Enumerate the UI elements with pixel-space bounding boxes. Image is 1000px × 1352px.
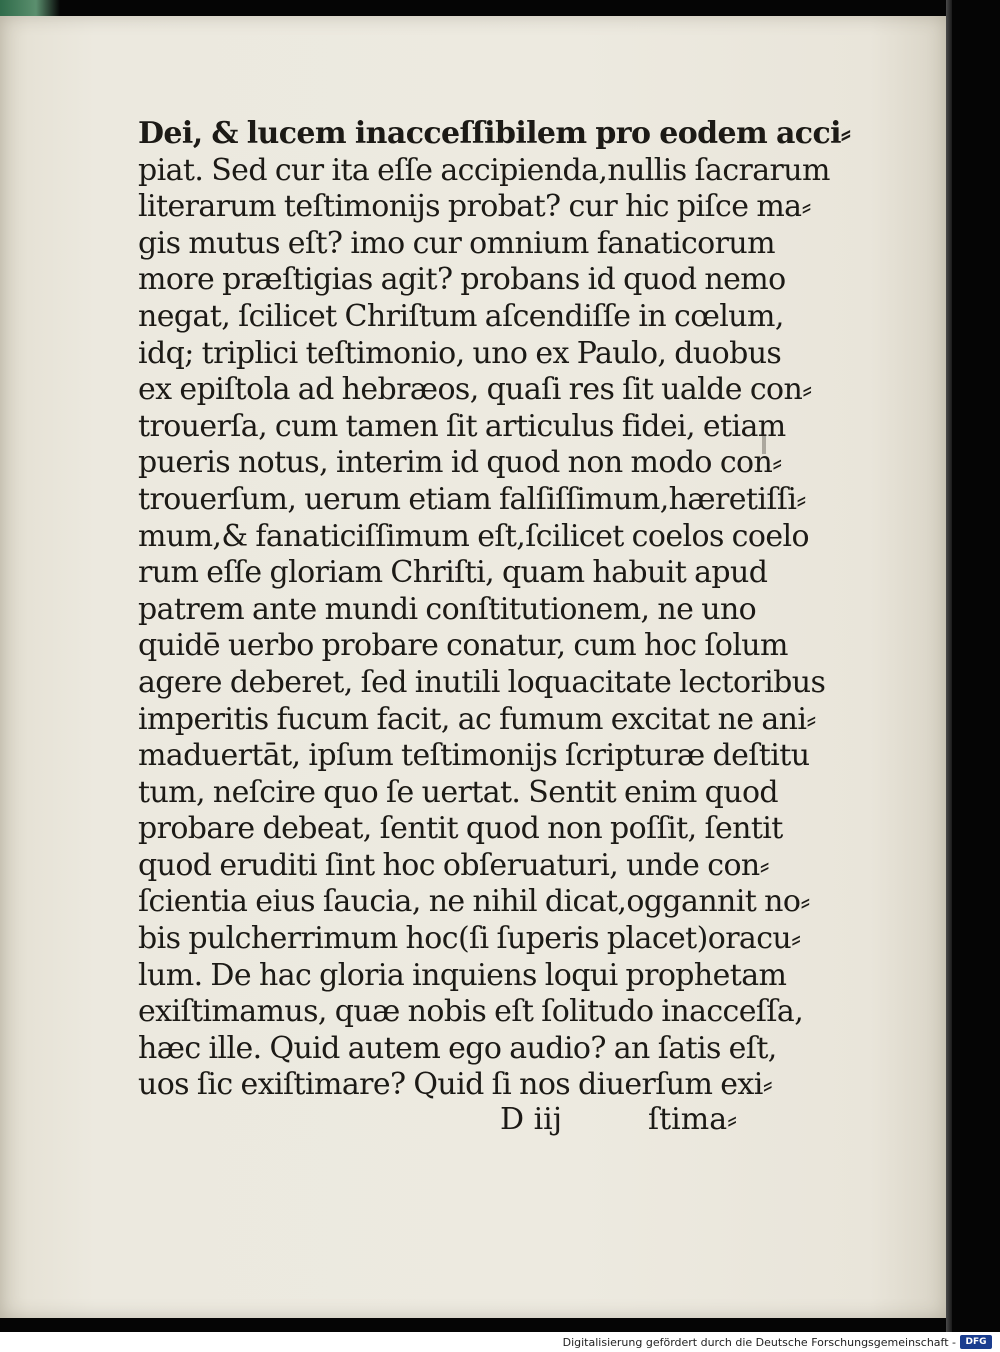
text-line: exiſtimamus, quæ nobis eſt ſolitudo inacceſſa, <box>138 994 804 1030</box>
text-line: rum eſſe gloriam Chriſti, quam habuit apud <box>138 555 768 591</box>
body-text <box>138 116 851 1104</box>
text-line: mum,& fanaticiſſimum eſt,ſcilicet coelos coelo <box>138 518 809 554</box>
text-line: literarum teſtimonijs probat? cur hic piſce ma⸗ <box>138 189 811 225</box>
text-line: ſcientia eius ſaucia, ne nihil dicat,oggannit no⸗ <box>138 884 810 920</box>
text-line: piat. Sed cur ita eſſe accipienda,nullis ſacrarum <box>138 152 830 188</box>
text-line: pueris notus, interim id quod non modo con⸗ <box>138 445 782 481</box>
text-line: trouerſa, cum tamen ſit articulus fidei, etiam <box>138 408 786 444</box>
text-line: gis mutus eſt? imo cur omnium fanaticorum <box>138 225 775 261</box>
text-line: agere deberet, ſed inutili loquacitate lectoribus <box>138 664 826 700</box>
margin-mark <box>762 434 766 454</box>
catchword: ſtima⸗ <box>648 1102 738 1137</box>
text-line: ex epiſtola ad hebræos, quaſi res ſit ualde con⸗ <box>138 372 812 408</box>
text-line: trouerſum, uerum etiam falſiſſimum,hæretiſſi⸗ <box>138 481 806 517</box>
digitization-footer <box>0 1332 1000 1352</box>
text-line: more præſtigias agit? probans id quod nemo <box>138 262 786 298</box>
text-line: patrem ante mundi conſtitutionem, ne uno <box>138 591 757 627</box>
text-line: quod eruditi ſint hoc obſeruaturi, unde con⸗ <box>138 847 770 883</box>
page-footer-marks <box>500 1102 750 1142</box>
text-line: lum. De hac gloria inquiens loqui prophetam <box>138 957 787 993</box>
footer-credit: Digitalisierung gefördert durch die Deutsche Forschungsgemeinschaft - <box>562 1336 956 1349</box>
text-line: bis pulcherrimum hoc(ſi ſuperis placet)oracu⸗ <box>138 921 801 957</box>
text-line: imperitis fucum facit, ac fumum excitat ne ani⸗ <box>138 701 816 737</box>
text-line: idq; triplici teſtimonio, uno ex Paulo, duobus <box>138 335 782 371</box>
text-line: Dei, & lucem inacceſſibilem pro eodem acci⸗ <box>138 116 851 151</box>
text-line: negat, ſcilicet Chriſtum aſcendiſſe in cœlum, <box>138 298 784 334</box>
text-line: tum, neſcire quo ſe uertat. Sentit enim quod <box>138 774 779 810</box>
text-line: hæc ille. Quid autem ego audio? an ſatis eſt, <box>138 1030 777 1066</box>
page-edge <box>946 0 952 1332</box>
signature-mark: D iij <box>500 1102 563 1137</box>
text-line: maduertāt, ipſum teſtimonijs ſcripturæ deſtitu <box>138 738 810 774</box>
text-line: quidē uerbo probare conatur, cum hoc ſolum <box>138 628 788 664</box>
book-page <box>0 16 946 1318</box>
dfg-logo: DFG <box>960 1335 992 1349</box>
text-line: uos ſic exiſtimare? Quid ſi nos diuerſum exi⸗ <box>138 1067 773 1103</box>
text-line: probare debeat, ſentit quod non poſſit, ſentit <box>138 811 783 847</box>
